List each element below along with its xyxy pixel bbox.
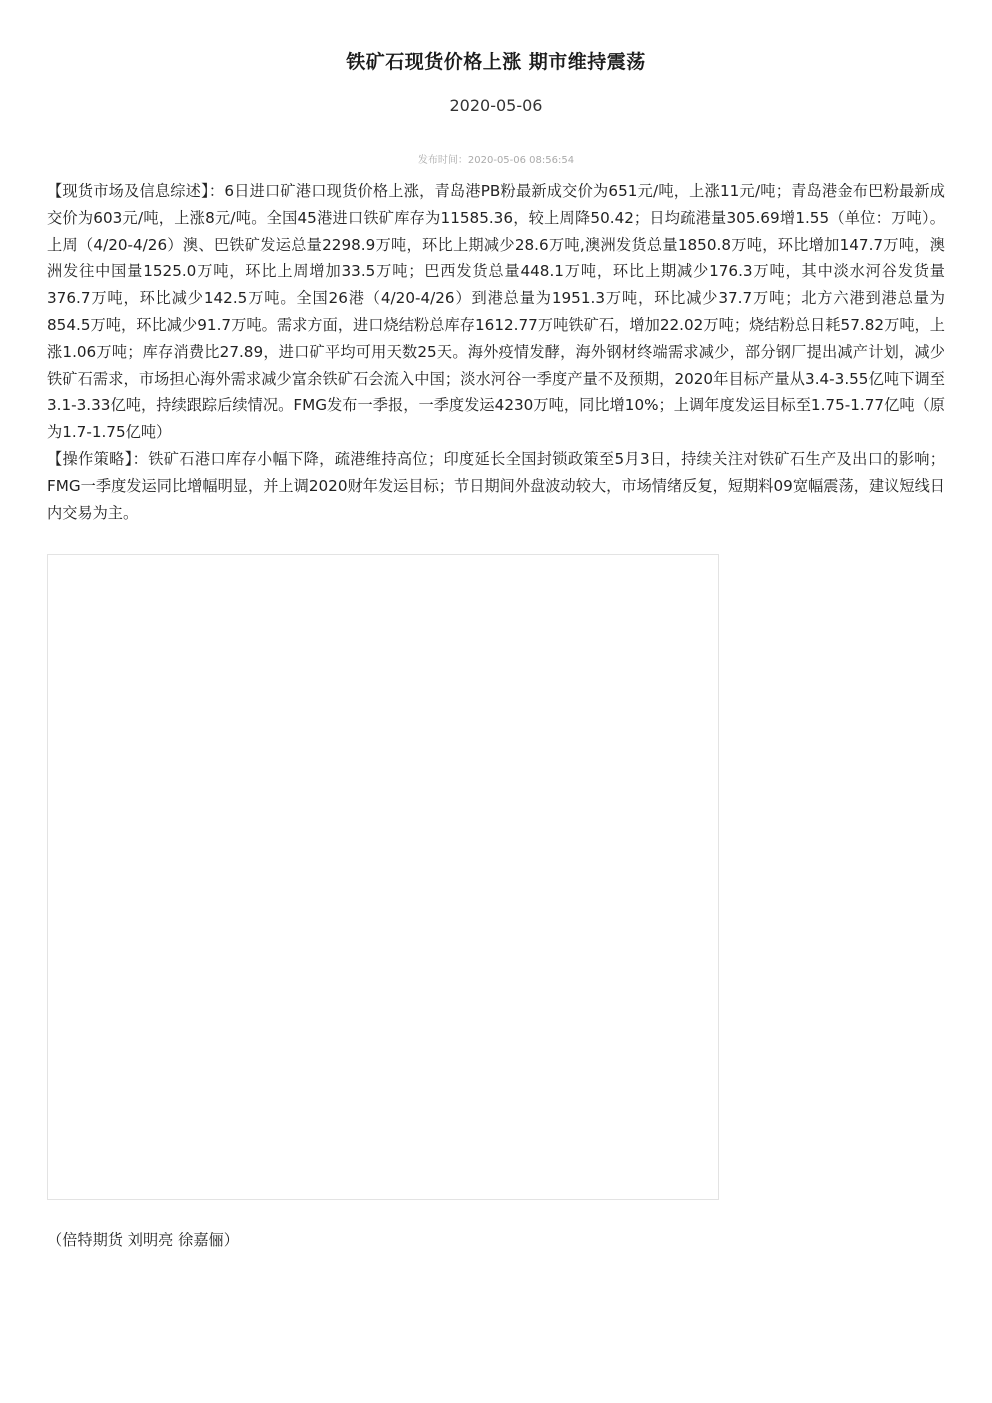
article-byline: （倍特期货 刘明亮 徐嘉俪） — [47, 1231, 239, 1249]
article-date: 2020-05-06 — [449, 96, 543, 115]
publish-time: 2020-05-06 08:56:54 — [467, 155, 575, 166]
image-placeholder — [47, 554, 719, 1200]
paragraph-text-strategy: ：铁矿石港口库存小幅下降，疏港维持高位；印度延长全国封锁政策至5月3日，持续关注对铁矿石生产及出口的影响；FMG一季度发运同比增幅明显，并上调2020财年发运目标；节日期间外盘波动较大，市场情绪反复，短期料09宽幅震荡，建议短线日内交易为主。 — [47, 449, 945, 522]
article-title: 铁矿石现货价格上涨 期市维持震荡 — [346, 51, 646, 73]
publish-label: 发布时间： — [417, 155, 468, 166]
paragraph-text-market-summary: ：6日进口矿港口现货价格上涨，青岛港PB粉最新成交价为651元/吨，上涨11元/吨；青岛港金布巴粉最新成交价为603元/吨，上涨8元/吨。全国45港进口铁矿库存为11585.36，较上周降50.42；日均疏港量305.69增1.55（单位：万吨）。上周（4/20-4/26）澳、巴铁矿发运总量2298.9万吨，环比上期减少28.6万吨,澳洲发货总量1850.8万吨，环比增加147.7万吨，澳洲发往中国量1525.0万吨，环比上周增加33.5万吨；巴西发货总量448.1万吨，环比上期减少176.3万吨，其中淡水河谷发货量376.7万吨，环比减少142.5万吨。全国26港（4/20-4/26）到港总量为1951.3万吨，环比减少37.7万吨；北方六港到港总量为854.5万吨，环比减少91.7万吨。需求方面，进口烧结粉总库存1612.77万吨铁矿石，增加22.02万吨；烧结粉总日耗57.82万吨，上涨1.06万吨；库存消费比27.89，进口矿平均可用天数25天。海外疫情发酵，海外钢材终端需求减少，部分钢厂提出减产计划，减少铁矿石需求，市场担心海外需求减少富余铁矿石会流入中国；淡水河谷一季度产量不及预期，2020年目标产量从3.4-3.55亿吨下调至3.1-3.33亿吨，持续跟踪后续情况。FMG发布一季报，一季度发运4230万吨，同比增10%；上调年度发运目标至1.75-1.77亿吨（原为1.7-1.75亿吨） — [47, 182, 945, 442]
publish-info — [0, 151, 992, 166]
article-body — [47, 178, 945, 526]
section-label-strategy: 【操作策略】 — [47, 449, 133, 468]
paragraph-market-summary — [47, 178, 945, 446]
paragraph-strategy — [47, 446, 945, 526]
section-label-market-summary: 【现货市场及信息综述】 — [47, 182, 209, 200]
